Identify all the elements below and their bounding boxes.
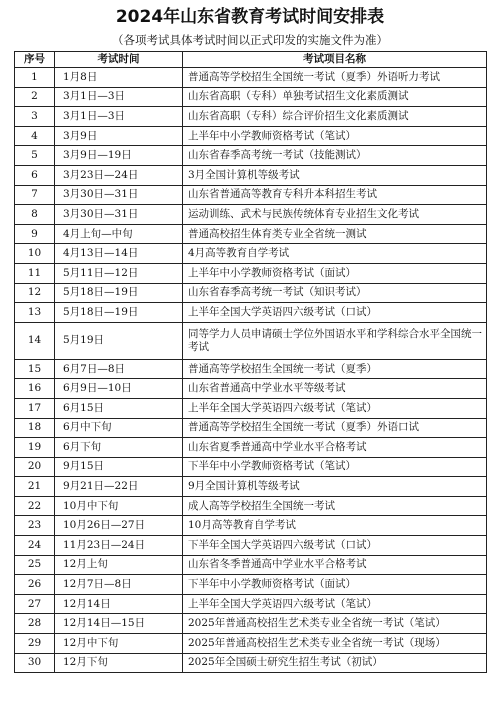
exam-time-cell: 6月15日 [55,398,183,418]
table-body [15,68,487,673]
exam-item-cell: 上半年中小学教师资格考试（笔试） [183,126,487,146]
row-number-cell: 14 [15,322,55,359]
exam-time-cell: 6月下旬 [55,438,183,458]
table-row [15,322,487,359]
exam-item-cell: 上半年全国大学英语四六级考试（笔试） [183,398,487,418]
row-number-cell: 23 [15,516,55,536]
exam-time-cell: 3月1日—3日 [55,107,183,127]
exam-item-cell: 山东省冬季普通高中学业水平合格考试 [183,555,487,575]
table-row [15,165,487,185]
table-row [15,146,487,166]
table-row [15,575,487,595]
exam-time-cell: 3月1日—3日 [55,87,183,107]
table-row [15,418,487,438]
row-number-cell: 28 [15,614,55,634]
row-number-cell: 10 [15,244,55,264]
exam-time-cell: 12月上旬 [55,555,183,575]
row-number-cell: 4 [15,126,55,146]
exam-item-cell: 山东省夏季普通高中学业水平合格考试 [183,438,487,458]
table-row [15,614,487,634]
exam-item-cell: 上半年全国大学英语四六级考试（口试） [183,303,487,323]
exam-time-cell: 11月23日—24日 [55,536,183,556]
row-number-cell: 7 [15,185,55,205]
exam-item-cell: 运动训练、武术与民族传统体育专业招生文化考试 [183,205,487,225]
exam-time-cell: 9月21日—22日 [55,477,183,497]
exam-time-cell: 10月26日—27日 [55,516,183,536]
exam-time-cell: 3月23日—24日 [55,165,183,185]
exam-time-cell: 4月13日—14日 [55,244,183,264]
exam-time-cell: 5月19日 [55,322,183,359]
exam-item-cell: 成人高等学校招生全国统一考试 [183,496,487,516]
row-number-cell: 18 [15,418,55,438]
exam-item-cell: 下半年全国大学英语四六级考试（口试） [183,536,487,556]
row-number-cell: 27 [15,594,55,614]
exam-time-cell: 9月15日 [55,457,183,477]
table-row [15,303,487,323]
column-header-item: 考试项目名称 [183,52,487,68]
exam-time-cell: 5月11日—12日 [55,263,183,283]
row-number-cell: 13 [15,303,55,323]
exam-item-cell: 同等学力人员申请硕士学位外国语水平和学科综合水平全国统一考试 [183,322,487,359]
exam-item-cell: 4月高等教育自学考试 [183,244,487,264]
row-number-cell: 11 [15,263,55,283]
table-row [15,224,487,244]
exam-item-cell: 普通高等学校招生全国统一考试（夏季）外语口试 [183,418,487,438]
row-number-cell: 19 [15,438,55,458]
table-row [15,283,487,303]
row-number-cell: 9 [15,224,55,244]
row-number-cell: 21 [15,477,55,497]
table-row [15,536,487,556]
table-row [15,398,487,418]
exam-item-cell: 山东省春季高考统一考试（知识考试） [183,283,487,303]
exam-time-cell: 12月14日—15日 [55,614,183,634]
table-row [15,496,487,516]
exam-time-cell: 3月30日—31日 [55,185,183,205]
row-number-cell: 1 [15,68,55,88]
table-row [15,359,487,379]
table-row [15,516,487,536]
table-row [15,87,487,107]
exam-item-cell: 山东省高职（专科）综合评价招生文化素质测试 [183,107,487,127]
row-number-cell: 8 [15,205,55,225]
exam-item-cell: 下半年中小学教师资格考试（面试） [183,575,487,595]
table-row [15,263,487,283]
exam-time-cell: 12月7日—8日 [55,575,183,595]
exam-time-cell: 5月18日—19日 [55,303,183,323]
exam-schedule-table [14,51,487,673]
exam-item-cell: 普通高等学校招生全国统一考试（夏季） [183,359,487,379]
table-row [15,379,487,399]
table-row [15,594,487,614]
table-row [15,185,487,205]
row-number-cell: 24 [15,536,55,556]
row-number-cell: 2 [15,87,55,107]
row-number-cell: 26 [15,575,55,595]
row-number-cell: 30 [15,653,55,673]
row-number-cell: 15 [15,359,55,379]
exam-time-cell: 3月30日—31日 [55,205,183,225]
exam-item-cell: 上半年全国大学英语四六级考试（笔试） [183,594,487,614]
table-row [15,68,487,88]
exam-item-cell: 2025年普通高校招生艺术类专业全省统一考试（笔试） [183,614,487,634]
exam-time-cell: 6月9日—10日 [55,379,183,399]
table-row [15,126,487,146]
exam-item-cell: 上半年中小学教师资格考试（面试） [183,263,487,283]
row-number-cell: 6 [15,165,55,185]
exam-item-cell: 9月全国计算机等级考试 [183,477,487,497]
exam-item-cell: 山东省普通高中学业水平等级考试 [183,379,487,399]
table-row [15,457,487,477]
table-header-row [15,52,487,68]
exam-item-cell: 山东省普通高等教育专科升本科招生考试 [183,185,487,205]
exam-item-cell: 山东省高职（专科）单独考试招生文化素质测试 [183,87,487,107]
table-row [15,634,487,654]
exam-item-cell: 2025年全国硕士研究生招生考试（初试） [183,653,487,673]
exam-time-cell: 12月中下旬 [55,634,183,654]
column-header-number: 序号 [15,52,55,68]
row-number-cell: 5 [15,146,55,166]
exam-time-cell: 3月9日 [55,126,183,146]
row-number-cell: 16 [15,379,55,399]
table-row [15,438,487,458]
exam-time-cell: 12月下旬 [55,653,183,673]
exam-time-cell: 10月中下旬 [55,496,183,516]
exam-time-cell: 6月中下旬 [55,418,183,438]
table-row [15,205,487,225]
table-header [15,52,487,68]
exam-item-cell: 山东省春季高考统一考试（技能测试） [183,146,487,166]
table-row [15,653,487,673]
column-header-time: 考试时间 [55,52,183,68]
exam-item-cell: 3月全国计算机等级考试 [183,165,487,185]
exam-time-cell: 12月14日 [55,594,183,614]
exam-time-cell: 6月7日—8日 [55,359,183,379]
exam-time-cell: 3月9日—19日 [55,146,183,166]
row-number-cell: 22 [15,496,55,516]
exam-item-cell: 2025年普通高校招生艺术类专业全省统一考试（现场） [183,634,487,654]
exam-item-cell: 下半年中小学教师资格考试（笔试） [183,457,487,477]
page-title: 2024年山东省教育考试时间安排表 [115,7,385,27]
exam-time-cell: 4月上旬—中旬 [55,224,183,244]
table-row [15,477,487,497]
exam-item-cell: 普通高校招生体育类专业全省统一测试 [183,224,487,244]
row-number-cell: 20 [15,457,55,477]
exam-time-cell: 5月18日—19日 [55,283,183,303]
row-number-cell: 12 [15,283,55,303]
row-number-cell: 17 [15,398,55,418]
page-subtitle: （各项考试具体考试时间以正式印发的实施文件为准） [112,33,388,47]
row-number-cell: 29 [15,634,55,654]
exam-item-cell: 10月高等教育自学考试 [183,516,487,536]
exam-item-cell: 普通高等学校招生全国统一考试（夏季）外语听力考试 [183,68,487,88]
row-number-cell: 3 [15,107,55,127]
table-row [15,107,487,127]
table-row [15,555,487,575]
exam-time-cell: 1月8日 [55,68,183,88]
table-row [15,244,487,264]
row-number-cell: 25 [15,555,55,575]
